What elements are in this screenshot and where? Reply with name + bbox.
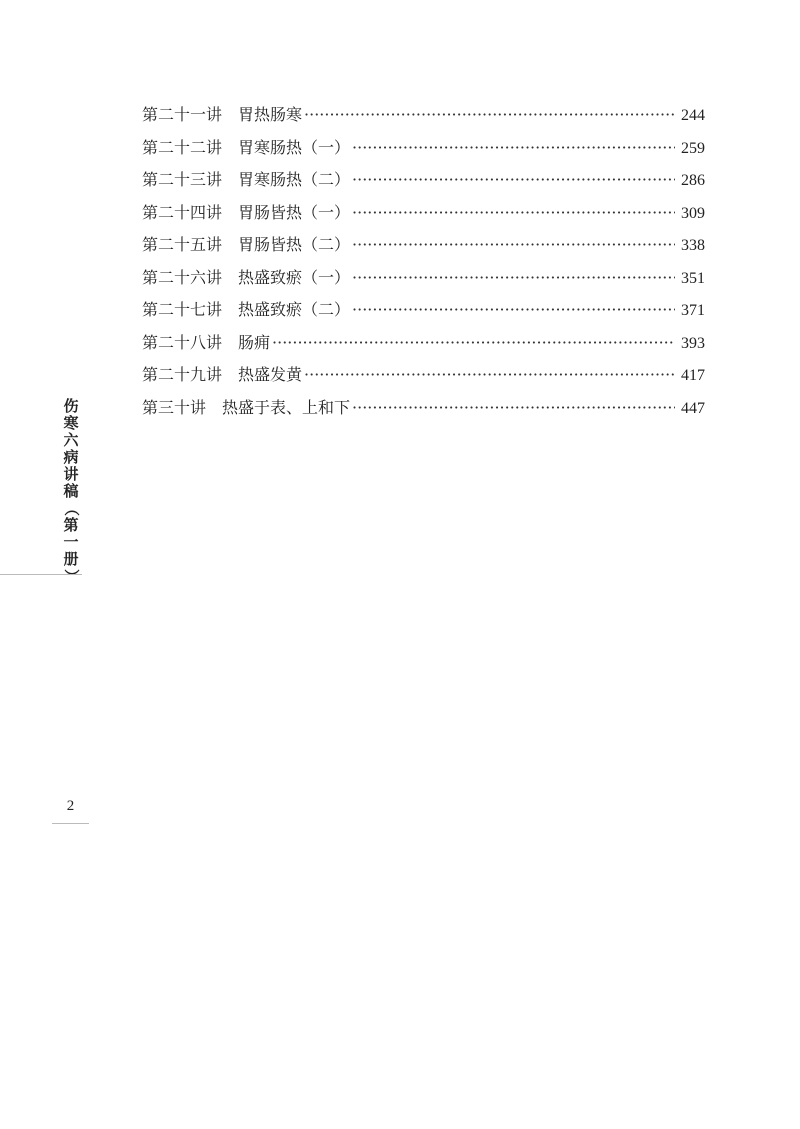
- lecture-title: 热盛于表、上和下: [222, 397, 351, 417]
- dot-leader: [304, 104, 675, 126]
- margin-divider: [0, 574, 82, 575]
- title-char: 六: [63, 431, 79, 449]
- toc-entry[interactable]: [142, 104, 705, 137]
- page-number: 309: [681, 204, 705, 222]
- folio-divider: [52, 823, 89, 824]
- dot-leader: [352, 137, 675, 159]
- book-title-vertical: [60, 398, 82, 585]
- page-number: 351: [681, 269, 705, 287]
- lecture-number: 第二十九讲: [142, 365, 223, 384]
- page-number: 417: [681, 367, 705, 384]
- page-number: 393: [681, 334, 705, 352]
- title-char: 病: [63, 448, 79, 466]
- lecture-title: 热盛发黄: [238, 365, 303, 384]
- lecture-title: 胃肠皆热（二）: [238, 235, 351, 254]
- lecture-number: 第二十六讲: [142, 267, 223, 287]
- dot-leader: [352, 169, 675, 191]
- lecture-number: 第二十二讲: [142, 137, 223, 157]
- page-number: 259: [681, 139, 705, 157]
- lecture-title: 胃寒肠热（二）: [238, 170, 351, 189]
- lecture-number: 第二十七讲: [142, 300, 223, 319]
- dot-leader: [272, 332, 675, 354]
- lecture-title: 肠痈: [238, 332, 271, 352]
- title-char: 伤: [63, 397, 79, 415]
- page-number: 244: [681, 107, 705, 124]
- toc-entry[interactable]: [142, 202, 705, 235]
- toc-entry[interactable]: [142, 397, 705, 430]
- toc-entry[interactable]: [142, 137, 705, 170]
- toc-entry[interactable]: [142, 364, 705, 397]
- title-char: （: [62, 500, 81, 516]
- lecture-number: 第二十四讲: [142, 202, 223, 222]
- dot-leader: [352, 397, 675, 419]
- table-of-contents: [142, 104, 705, 429]
- dot-leader: [352, 202, 675, 224]
- title-char: 一: [63, 533, 79, 551]
- dot-leader: [352, 234, 675, 256]
- toc-entry[interactable]: [142, 267, 705, 300]
- dot-leader: [304, 364, 675, 386]
- lecture-title: 热盛致瘀（一）: [238, 267, 351, 287]
- lecture-title: 胃热肠寒: [238, 105, 303, 124]
- page-number: 371: [681, 302, 705, 319]
- title-char: ）: [62, 568, 81, 584]
- toc-entry[interactable]: [142, 169, 705, 202]
- title-char: 寒: [63, 414, 79, 432]
- dot-leader: [352, 299, 675, 321]
- lecture-title: 胃寒肠热（一）: [238, 137, 351, 157]
- title-char: 册: [63, 550, 79, 568]
- lecture-number: 第二十一讲: [142, 105, 223, 124]
- title-char: 讲: [63, 465, 79, 483]
- lecture-number: 第二十三讲: [142, 170, 223, 189]
- lecture-title: 胃肠皆热（一）: [238, 202, 351, 222]
- dot-leader: [352, 267, 675, 289]
- toc-entry[interactable]: [142, 332, 705, 365]
- title-char: 第: [63, 516, 79, 534]
- lecture-number: 第二十五讲: [142, 235, 223, 254]
- toc-entry[interactable]: [142, 234, 705, 267]
- page-number: 447: [681, 399, 705, 417]
- page-folio: 2: [66, 798, 75, 814]
- lecture-number: 第三十讲: [142, 397, 207, 417]
- lecture-number: 第二十八讲: [142, 332, 223, 352]
- page-number: 338: [681, 237, 705, 254]
- page-number: 286: [681, 172, 705, 189]
- title-char: 稿: [63, 482, 79, 500]
- toc-entry[interactable]: [142, 299, 705, 332]
- lecture-title: 热盛致瘀（二）: [238, 300, 351, 319]
